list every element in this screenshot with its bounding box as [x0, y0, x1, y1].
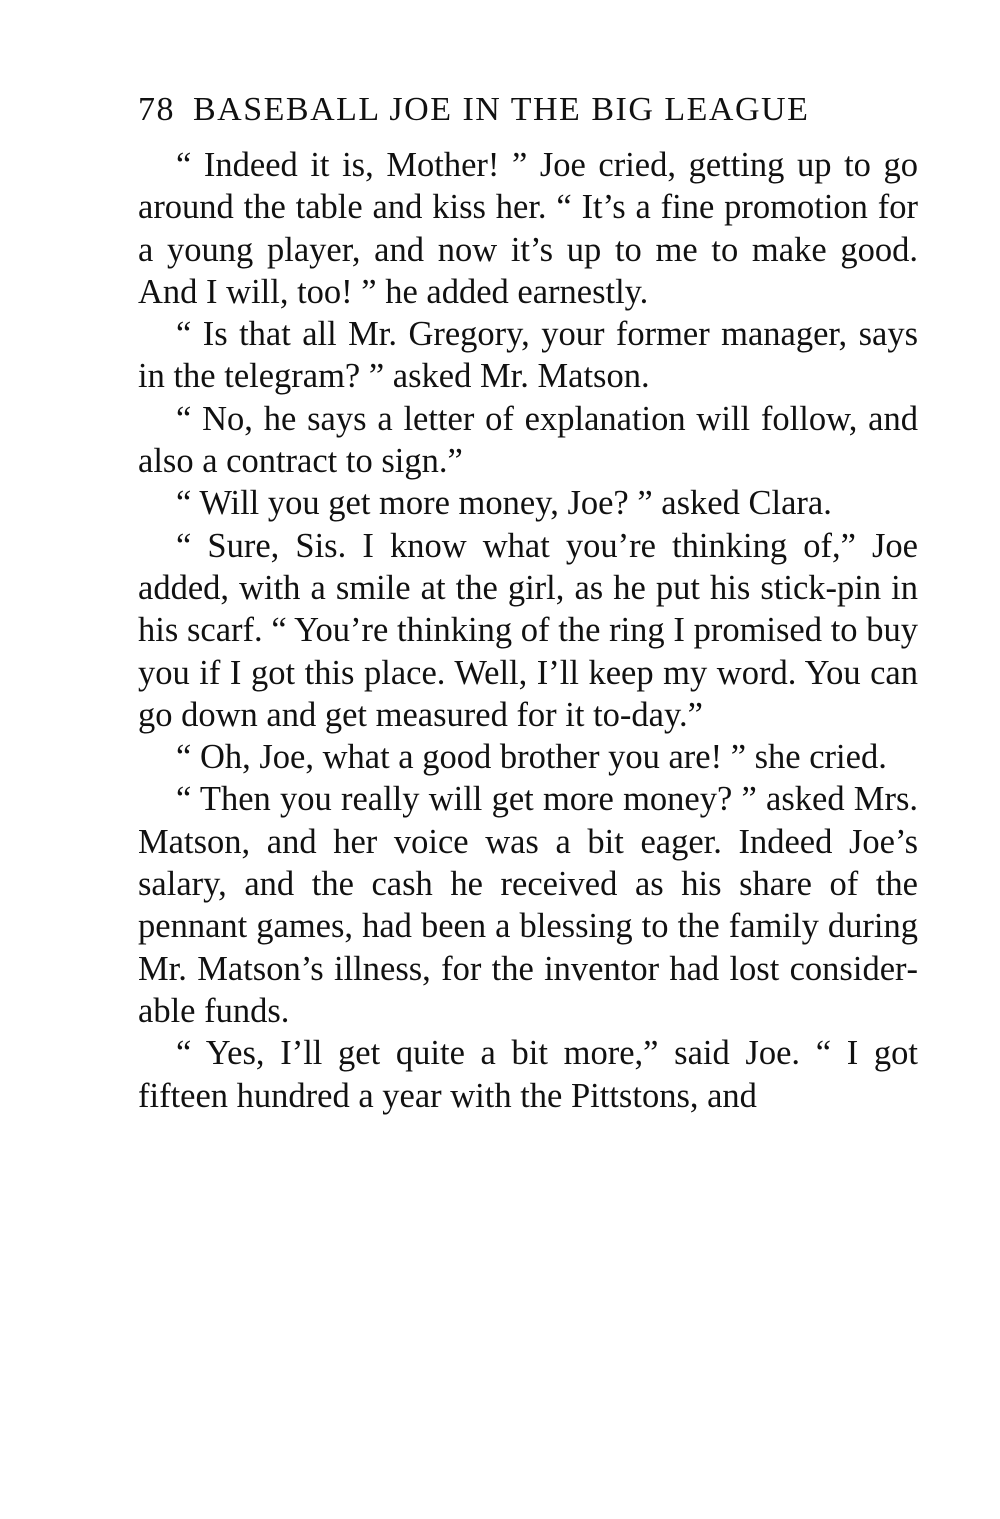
paragraph: “ Sure, Sis. I know what you’re thinking of,” Joe added, with a smile at the girl, as he put his stick-pin in his scarf. “ You’re thinking of the ring I promised to buy you if I got this place. Well, I’ll keep my word. You can go down and get measured for it to-day.” — [138, 526, 918, 734]
body-text — [138, 144, 918, 1117]
paragraph: “ Oh, Joe, what a good brother you are! ” she cried. — [176, 738, 887, 777]
paragraph: “ Will you get more money, Joe? ” asked Clara. — [176, 484, 832, 523]
paragraph: “ Is that all Mr. Gregory, your former manager, says in the telegram? ” asked Mr. Matson. — [138, 315, 918, 396]
paragraph: “ Then you really will get more money? ” asked Mrs. Matson, and her voice was a bit eager. Indeed Joe’s salary, and the cash he received as his share of the pennant games, had been a blessing to the family during Mr. Matson’s illness, for the inventor had lost considerable funds. — [138, 780, 918, 1030]
book-page — [138, 88, 918, 1117]
paragraph: “ Indeed it is, Mother! ” Joe cried, getting up to go around the table and kiss her. “ It’s a fine promotion for a young player, and now it’s up to me to make good. And I will, too! ” he added earnestly. — [138, 146, 918, 311]
paragraph: “ Yes, I’ll get quite a bit more,” said Joe. “ I got fifteen hundred a year with the Pittstons, and — [138, 1034, 918, 1115]
paragraph: “ No, he says a letter of explanation will follow, and also a contract to sign.” — [138, 399, 918, 481]
running-head-title: BASEBALL JOE IN THE BIG LEAGUE — [193, 91, 810, 128]
page-number: 78 — [138, 91, 175, 128]
running-head — [138, 88, 918, 144]
